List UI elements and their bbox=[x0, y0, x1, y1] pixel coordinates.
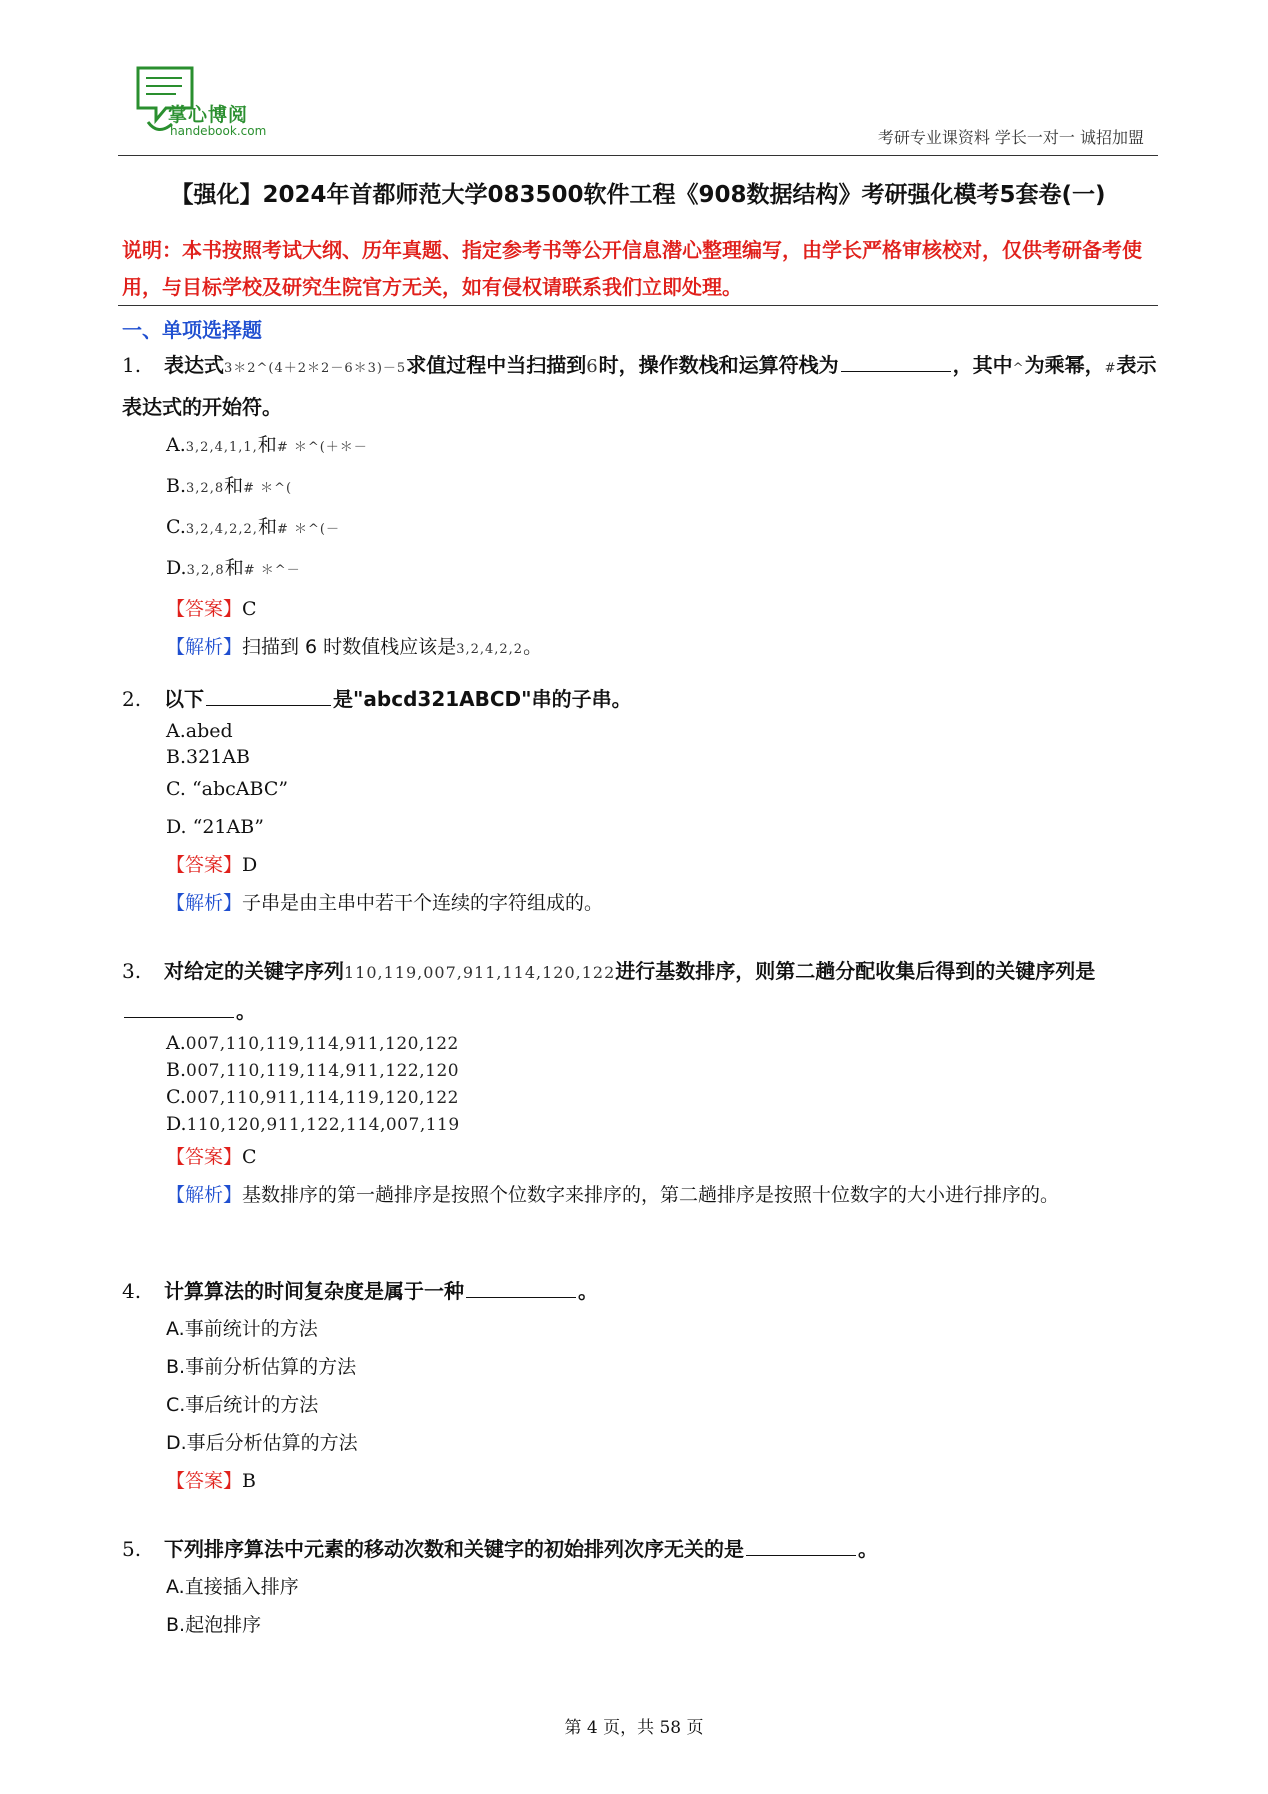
answer-tag: 【答案】 bbox=[166, 1470, 243, 1492]
disclaimer-notice: 说明：本书按照考试大纲、历年真题、指定参考书等公开信息潜心整理编写，由学长严格审核校对，仅供考研备考使用，与目标学校及研究生院官方无关，如有侵权请联系我们立即处理。 bbox=[122, 238, 1142, 299]
stem-text: 表示表达式的开始符。 bbox=[122, 353, 1157, 419]
option-c: C.事后统计的方法 bbox=[166, 1394, 319, 1416]
option-a: A.abed bbox=[166, 720, 233, 742]
answer-tag: 【答案】 bbox=[166, 1146, 243, 1168]
stem-text: 表达式 bbox=[164, 353, 224, 377]
document-title: 【强化】2024年首都师范大学083500软件工程《908数据结构》考研强化模考5套卷(一) bbox=[170, 182, 1106, 208]
answer-row bbox=[166, 590, 1158, 628]
stem-text: 求值过程中当扫描到 bbox=[406, 353, 587, 377]
answer-blank bbox=[841, 352, 951, 372]
answer-blank bbox=[746, 1536, 856, 1556]
option-b: B.321AB bbox=[166, 746, 250, 768]
question-number: 1. bbox=[122, 353, 142, 377]
question-5 bbox=[122, 1530, 1158, 1644]
section-title: 一、单项选择题 bbox=[122, 318, 262, 342]
option-a: A.007,110,119,114,911,120,122 bbox=[166, 1032, 459, 1054]
answer-value: C bbox=[242, 598, 257, 620]
question-number: 2. bbox=[122, 687, 142, 711]
option-d: D.事后分析估算的方法 bbox=[166, 1432, 358, 1454]
question-stem: 3. 对给定的关键字序列110,119,007,911,114,120,122进行基数排序，则第二趟分配收集后得到的关键序列是。 bbox=[122, 952, 1158, 1030]
option-b: B.起泡排序 bbox=[166, 1614, 262, 1636]
question-3 bbox=[122, 952, 1158, 1214]
answer-value: D bbox=[242, 854, 258, 876]
caret-symbol: ^ bbox=[1012, 361, 1025, 376]
question-number: 3. bbox=[122, 959, 142, 983]
option-d: D. “21AB” bbox=[166, 816, 264, 838]
option-c: C.007,110,911,114,119,120,122 bbox=[166, 1086, 459, 1108]
explanation-tag: 【解析】 bbox=[166, 1184, 243, 1206]
answer-blank bbox=[124, 998, 234, 1018]
option-d: D.3,2,8和# ＊^－ bbox=[166, 557, 301, 579]
answer-row bbox=[166, 846, 1158, 884]
key-sequence: 110,119,007,911,114,120,122 bbox=[344, 963, 616, 982]
answer-blank bbox=[206, 686, 331, 706]
hash-symbol: # bbox=[1104, 361, 1117, 376]
explanation-row: 【解析】基数排序的第一趟排序是按照个位数字来排序的，第二趟排序是按照十位数字的大小进行排序的。 bbox=[166, 1184, 1060, 1206]
answer-value: B bbox=[242, 1470, 256, 1492]
header-slogan: 考研专业课资料 学长一对一 诚招加盟 bbox=[877, 128, 1144, 147]
expression: 3＊2^(4＋2＊2－6＊3)－5 bbox=[224, 361, 407, 376]
question-number: 5. bbox=[122, 1537, 142, 1561]
answer-value: C bbox=[242, 1146, 257, 1168]
answer-tag: 【答案】 bbox=[166, 598, 243, 620]
answer-row bbox=[166, 1462, 1158, 1500]
stem-text: 为乘幂， bbox=[1024, 353, 1105, 377]
option-b: B.3,2,8和# ＊^( bbox=[166, 475, 293, 497]
page-number: 第 4 页，共 58 页 bbox=[564, 1718, 704, 1738]
explanation-row: 【解析】扫描到 6 时数值栈应该是3,2,4,2,2。 bbox=[166, 636, 543, 658]
option-b: B.007,110,119,114,911,122,120 bbox=[166, 1059, 460, 1081]
logo-text: 掌心博阅 bbox=[168, 104, 249, 126]
answer-row bbox=[166, 1138, 1158, 1176]
explanation-tag: 【解析】 bbox=[166, 636, 243, 658]
option-c: C. “abcABC” bbox=[166, 778, 289, 800]
option-a: A.3,2,4,1,1,和# ＊^(＋＊－ bbox=[166, 434, 368, 456]
question-stem bbox=[122, 346, 1158, 426]
question-stem: 4. 计算算法的时间复杂度是属于一种 。 bbox=[122, 1272, 1158, 1310]
divider bbox=[118, 305, 1158, 306]
explanation-tag: 【解析】 bbox=[166, 892, 243, 914]
option-c: C.3,2,4,2,2,和# ＊^(－ bbox=[166, 516, 340, 538]
option-a: A.事前统计的方法 bbox=[166, 1318, 318, 1340]
question-1 bbox=[122, 346, 1158, 669]
stem-text: ，其中 bbox=[952, 353, 1013, 377]
question-stem: 2. 以下 是"abcd321ABCD"串的子串。 bbox=[122, 680, 1158, 718]
question-2 bbox=[122, 680, 1158, 922]
question-number: 4. bbox=[122, 1279, 142, 1303]
answer-blank bbox=[466, 1278, 576, 1298]
question-4 bbox=[122, 1272, 1158, 1500]
option-d: D.110,120,911,122,114,007,119 bbox=[166, 1113, 460, 1135]
stem-text: 时，操作数栈和运算符栈为 bbox=[598, 353, 839, 377]
page-header bbox=[118, 52, 1158, 156]
question-stem: 5. 下列排序算法中元素的移动次数和关键字的初始排列次序无关的是 。 bbox=[122, 1530, 1158, 1568]
explanation-row: 【解析】子串是由主串中若干个连续的字符组成的。 bbox=[166, 892, 604, 914]
stem-number: 6 bbox=[586, 356, 599, 377]
option-a: A.直接插入排序 bbox=[166, 1576, 299, 1598]
option-b: B.事前分析估算的方法 bbox=[166, 1356, 357, 1378]
answer-tag: 【答案】 bbox=[166, 854, 243, 876]
logo-url: handebook.com bbox=[170, 124, 267, 138]
